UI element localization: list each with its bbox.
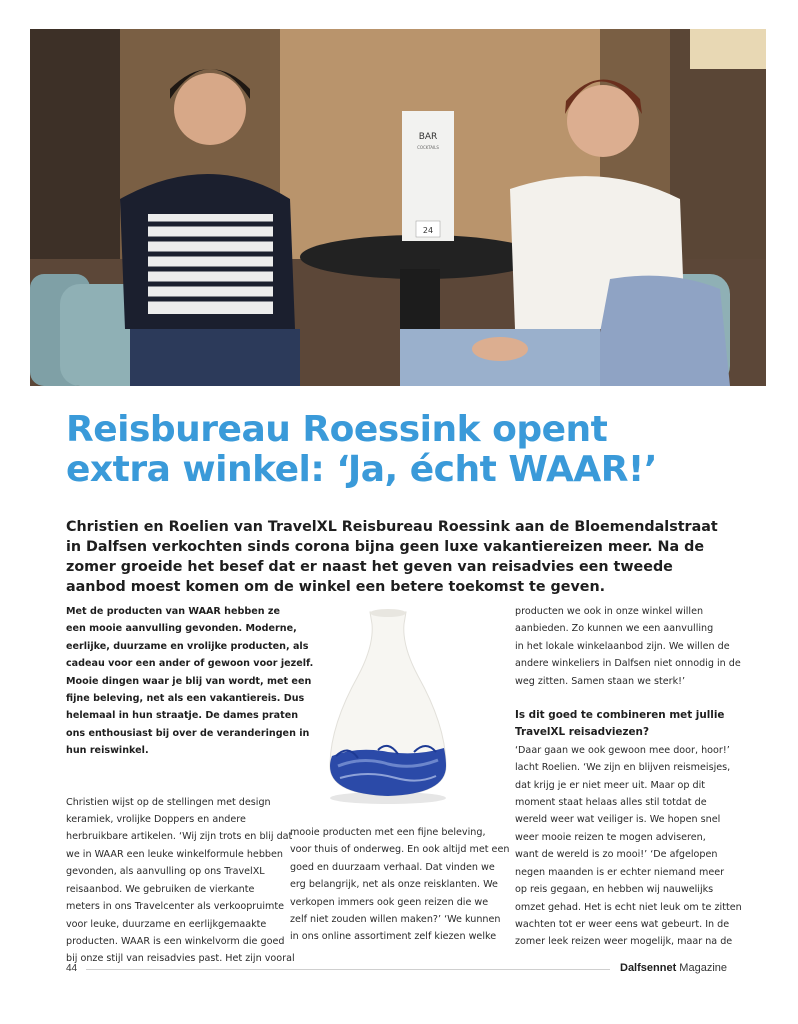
- article-intro: Christien en Roelien van TravelXL Reisbureau Roessink aan de Bloemendalstraat in Dalfsen verkochten sinds corona bijna geen luxe vakantiereizen meer. Na de zomer groeide het besef dat er naast het geven van reisadvies een tweede aanbod moest komen om de winkel een betere toekomst te geven.: [66, 519, 718, 595]
- text-line: wereld weer wat veiliger is. We hopen snel: [515, 814, 721, 826]
- photo-illustration: [30, 29, 766, 386]
- article-headline: [66, 410, 746, 490]
- text-line: mooie producten met een fijne beleving,: [290, 827, 486, 838]
- column-2: [290, 824, 510, 946]
- text-line: producten. WAAR is een winkelvorm die goed: [66, 935, 285, 947]
- text-line: aanbieden. Zo kunnen we een aanvulling: [515, 623, 714, 635]
- text-line: op reis gegaan, en hebben wij nauwelijks: [515, 884, 714, 896]
- text-line: gevonden, als aanvulling op ons TravelXL: [66, 866, 265, 878]
- text-line: Met de producten van WAAR hebben ze: [66, 606, 280, 617]
- text-line: verkopen immers ook geen reizen die we: [290, 896, 489, 908]
- text-line: Christien wijst op de stellingen met design: [66, 796, 271, 808]
- brand-suffix: Magazine: [676, 962, 728, 974]
- text-line: Mooie dingen waar je blij van wordt, met een: [66, 675, 312, 687]
- text-line: negen maanden is er echter niemand meer: [515, 866, 725, 878]
- text-line: cadeau voor een ander of gewoon voor jezelf.: [66, 658, 314, 670]
- vase-image: [318, 606, 458, 806]
- text-line: in ons online assortiment zelf kiezen welke: [290, 931, 497, 943]
- text-line: reisaanbod. We gebruiken de vierkante: [66, 883, 255, 895]
- text-line: we in WAAR een leuke winkelformule hebben: [66, 848, 283, 860]
- column-3-body-a: [515, 603, 741, 690]
- text-line: dat krijg je er niet meer uit. Maar op dit: [515, 779, 706, 791]
- text-line: weer mooie reizen te mogen adviseren,: [515, 831, 706, 843]
- bar-sign-title: BAR: [418, 132, 438, 142]
- text-line: lacht Roelien. ‘We zijn en blijven reismeisjes,: [515, 762, 731, 774]
- text-line: erg belangrijk, net als onze reisklanten. We: [290, 879, 498, 891]
- text-line: moment staat helaas alles stil totdat de: [515, 797, 707, 809]
- page-number: 44: [66, 963, 78, 974]
- text-line: herbruikbare artikelen. ‘Wij zijn trots en blij dat: [66, 831, 293, 843]
- text-line: een mooie aanvulling gevonden. Moderne,: [66, 623, 297, 635]
- text-line: ons enthousiast bij over de veranderingen in: [66, 727, 310, 739]
- column-3-body-b: [515, 742, 742, 951]
- text-line: goed en duurzaam verhaal. Dat vinden we: [290, 861, 495, 873]
- brand-name: Dalfsennet: [620, 962, 677, 974]
- text-line: eerlijke, duurzame en vrolijke producten, als: [66, 640, 309, 652]
- footer-divider: [86, 969, 610, 970]
- text-line: omzet gehad. Het is echt niet leuk om te zitten: [515, 901, 742, 913]
- subheading-line: Is dit goed te combineren met jullie: [515, 709, 725, 722]
- text-line: want de wereld is zo mooi!’ ‘De afgelopen: [515, 849, 718, 861]
- magazine-brand: [620, 962, 727, 974]
- subheading-line: TravelXL reisadviezen?: [515, 726, 649, 739]
- column-3: [515, 603, 742, 951]
- headline-line-2: extra winkel: ‘Ja, écht WAAR!’: [66, 449, 658, 490]
- text-line: weg zitten. Samen staan we sterk!’: [515, 675, 686, 687]
- text-line: bij onze stijl van reisadvies past. Het zijn vooral: [66, 953, 295, 965]
- column-1-lead: [66, 603, 314, 760]
- table-number: 24: [422, 226, 434, 235]
- text-line: wachten tot er weer eens wat gebeurt. In de: [515, 918, 730, 930]
- text-line: meters in ons Travelcenter als verkoopruimte: [66, 901, 284, 913]
- text-line: zelf niet zouden willen maken?’ ‘We kunnen: [290, 914, 501, 926]
- text-line: ‘Daar gaan we ook gewoon mee door, hoor!’: [515, 744, 730, 756]
- column-3-subheading: [515, 707, 735, 742]
- text-line: fijne beleving, net als een vakantiereis. Dus: [66, 693, 305, 705]
- text-line: voor thuis of onderweg. En ook altijd met een: [290, 844, 510, 856]
- text-line: in het lokale winkelaanbod zijn. We willen de: [515, 640, 730, 652]
- text-line: keramiek, vrolijke Doppers en andere: [66, 814, 246, 826]
- text-line: voor leuke, duurzame en eerlijkgemaakte: [66, 918, 267, 930]
- bar-sign-subtitle: COCKTAILS: [417, 145, 439, 150]
- text-line: helemaal in hun straatje. De dames praten: [66, 710, 299, 722]
- text-line: producten we ook in onze winkel willen: [515, 606, 704, 617]
- vase-illustration: [318, 606, 458, 806]
- column-1: [66, 603, 314, 968]
- text-line: zomer leek reizen weer mogelijk, maar na de: [515, 936, 733, 948]
- text-line: andere winkeliers in Dalfsen niet onnodig in de: [515, 658, 741, 670]
- header-photo: [30, 29, 766, 386]
- column-1-body: [66, 794, 295, 968]
- text-line: hun reiswinkel.: [66, 745, 149, 757]
- headline-line-1: Reisbureau Roessink opent: [66, 409, 608, 450]
